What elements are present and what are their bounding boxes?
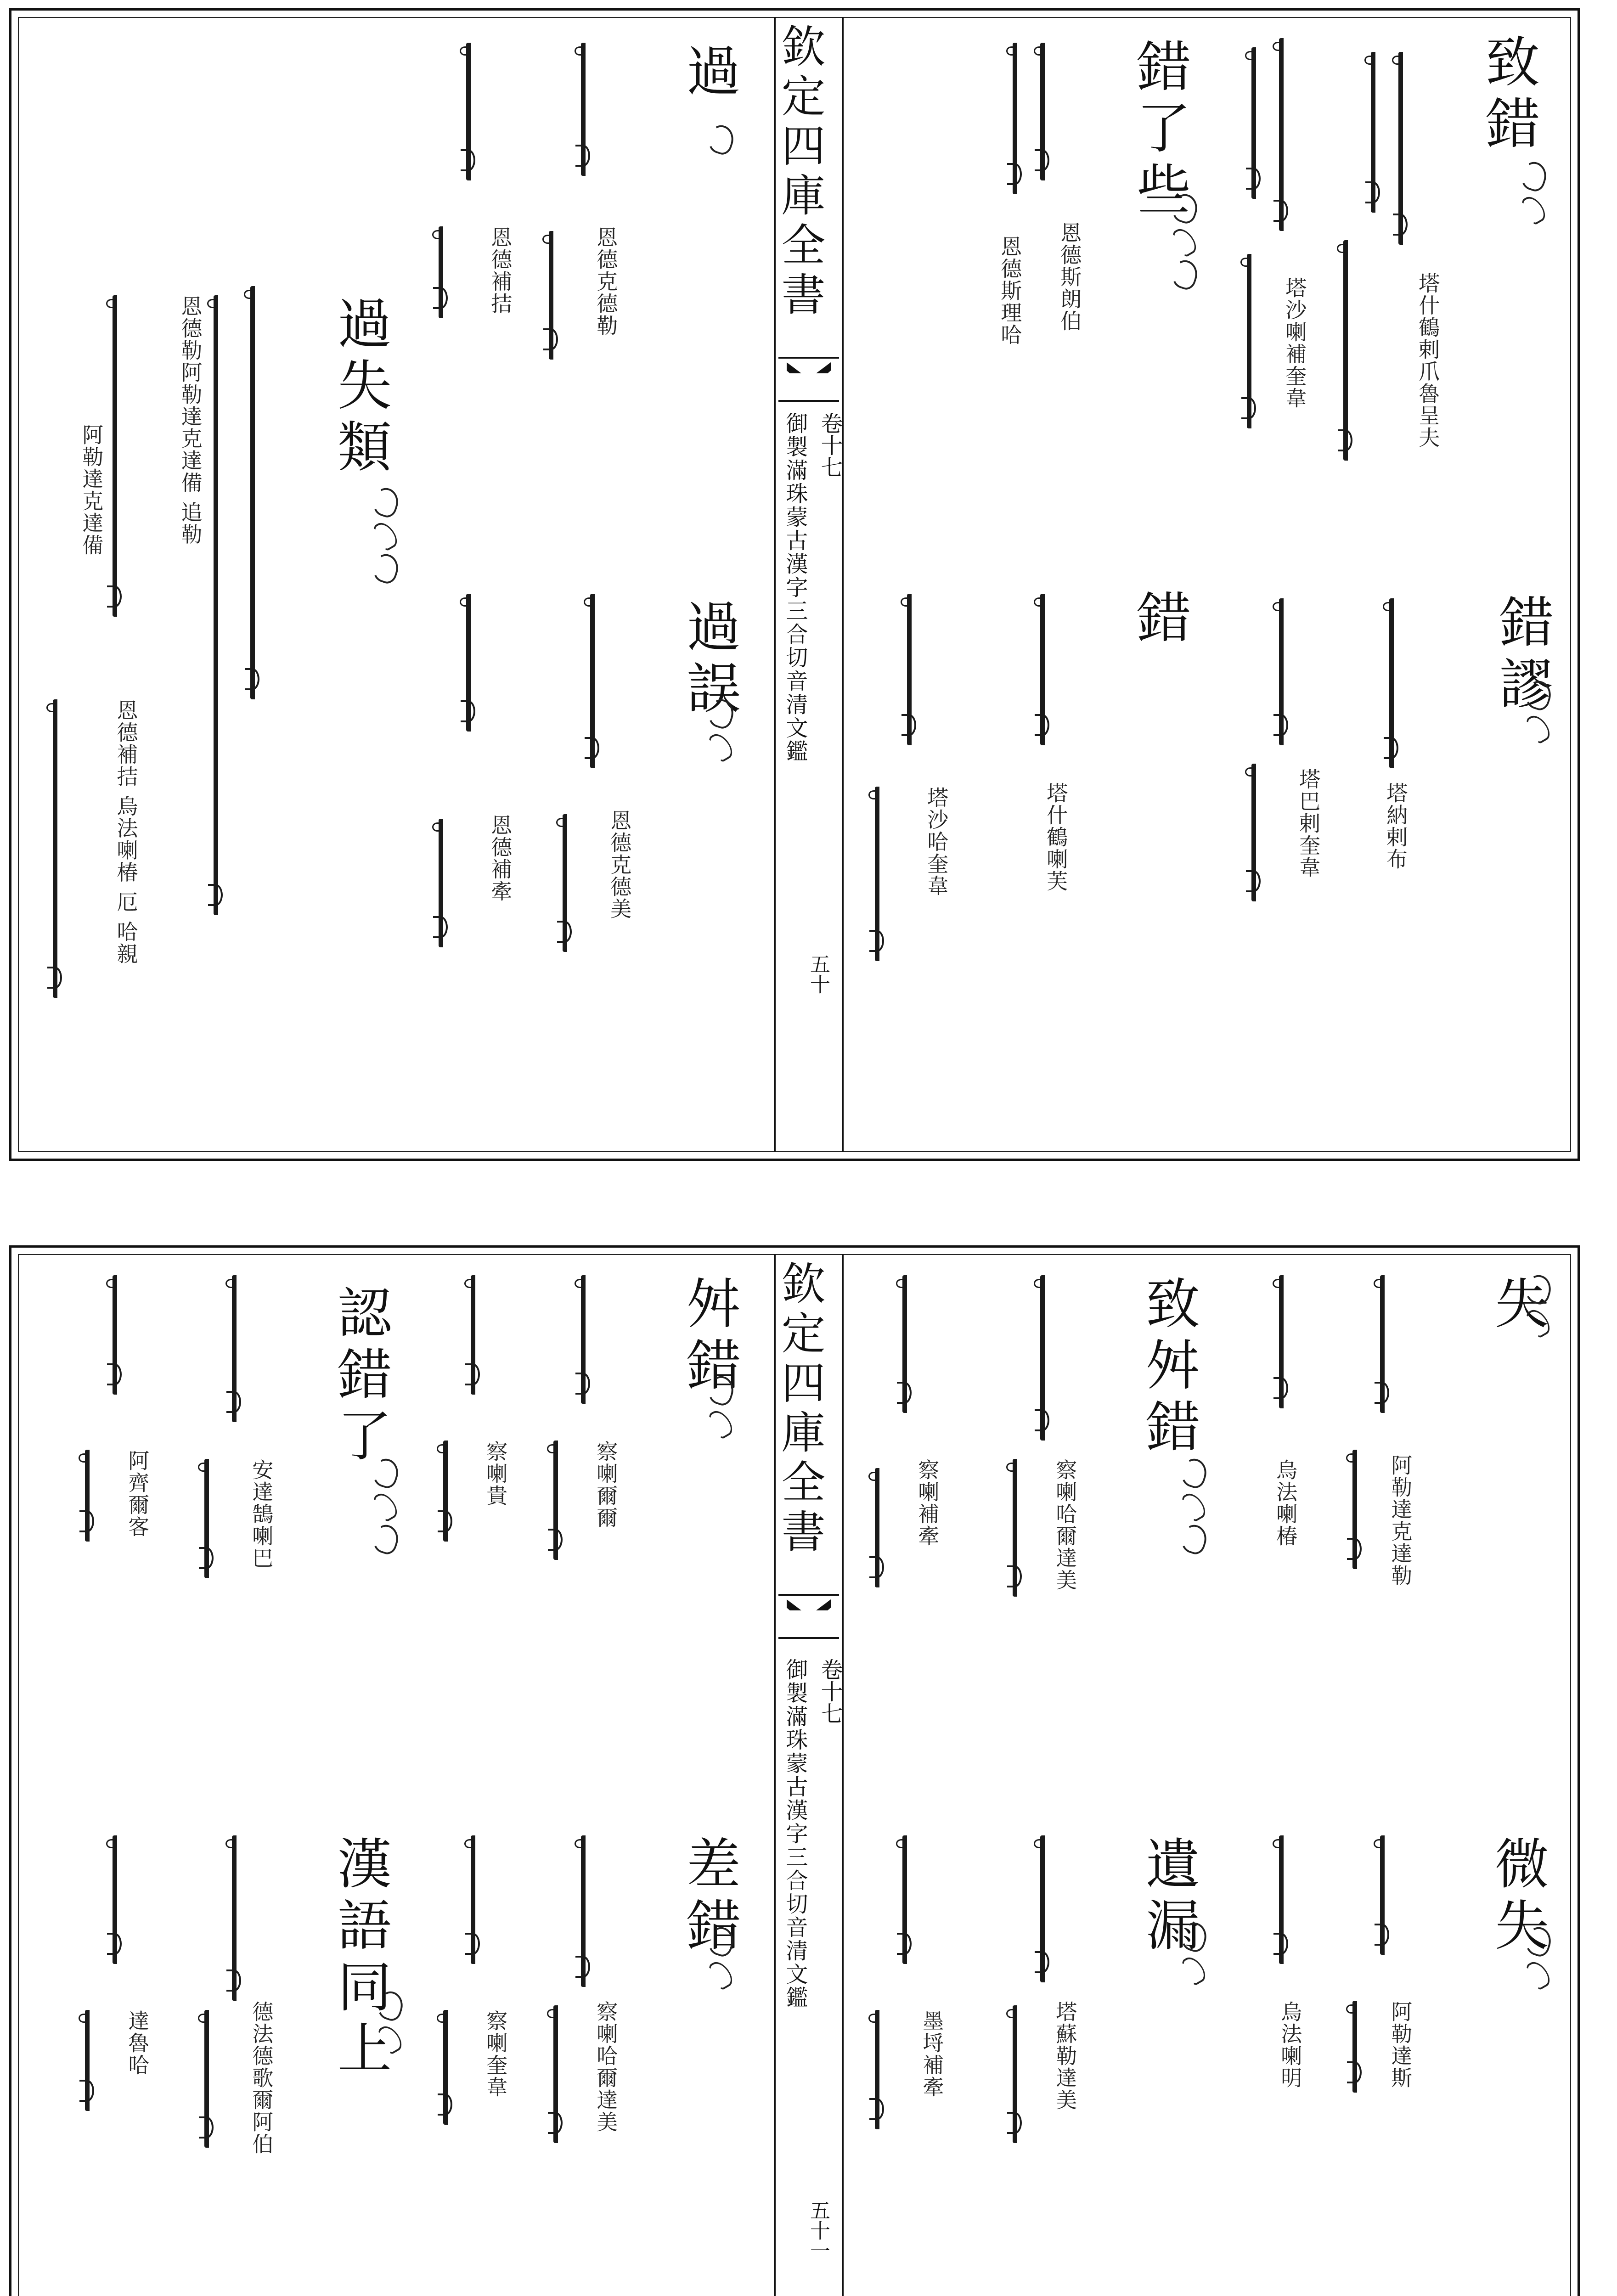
phonetic-note: 恩德克德勒 xyxy=(593,226,619,337)
manchu-heading xyxy=(1178,1459,1210,1553)
phonetic-note: 塔蘇勒達美 xyxy=(1053,2001,1078,2111)
heading-rencuole: 認錯了 xyxy=(328,1284,392,1469)
phonetic-note: 察喇哈爾達美 xyxy=(1053,1459,1078,1591)
manchu-column xyxy=(1247,254,1270,428)
phonetic-note: 察喇哈爾達美 xyxy=(593,2001,619,2133)
manchu-column xyxy=(471,1275,494,1395)
phonetic-note: 恩德勒阿勒達克達備 追勒 xyxy=(178,295,203,546)
heading-yilou: 遺漏 xyxy=(1137,1835,1200,1958)
manchu-column xyxy=(466,594,489,732)
top-page xyxy=(9,8,1580,1161)
manchu-column xyxy=(204,1459,227,1578)
heading-weishi: 微失 xyxy=(1486,1835,1549,1958)
heading-zhicuo: 致錯 xyxy=(1476,34,1540,157)
manchu-column xyxy=(466,43,489,180)
manchu-column xyxy=(471,1835,494,1964)
bottom-page xyxy=(9,1245,1580,2296)
phonetic-note: 阿齊爾客 xyxy=(125,1450,150,1538)
phonetic-note: 塔巴剌奎韋 xyxy=(1296,768,1321,878)
manchu-heading xyxy=(1522,681,1555,743)
manchu-column xyxy=(1371,52,1394,213)
manchu-column xyxy=(875,2010,898,2129)
manchu-column xyxy=(1398,52,1421,245)
phonetic-note: 阿勒達克達勒 xyxy=(1388,1454,1413,1587)
phonetic-note: 墨埒補牽 xyxy=(919,2010,945,2098)
phonetic-note: 察喇爾爾 xyxy=(593,1441,619,1529)
manchu-column xyxy=(563,814,586,952)
manchu-column xyxy=(1040,594,1063,745)
phonetic-note: 恩德斯朗伯 xyxy=(1057,222,1082,332)
page-number: 五十 xyxy=(806,954,830,994)
heading-zhichuancuo: 致舛錯 xyxy=(1137,1275,1200,1460)
manchu-column xyxy=(1251,764,1274,901)
manchu-column xyxy=(1352,2001,1375,2093)
manchu-heading xyxy=(1522,1275,1555,1337)
manchu-column xyxy=(902,1275,925,1413)
manchu-heading xyxy=(705,1927,737,1989)
heading-guo: 過 xyxy=(677,43,741,104)
manchu-heading xyxy=(705,1376,737,1438)
heading-chacuo: 差錯 xyxy=(677,1835,741,1958)
phonetic-note: 察喇補牽 xyxy=(915,1459,940,1547)
manchu-column xyxy=(590,594,613,768)
phonetic-note: 塔什鶴喇芙 xyxy=(1043,782,1069,892)
heading-guoshilei: 過失類 xyxy=(328,295,392,480)
manchu-column xyxy=(581,1835,604,1987)
manchu-column xyxy=(1013,2005,1036,2143)
phonetic-note: 恩德補拮 xyxy=(488,226,513,315)
manchu-column xyxy=(1040,1275,1063,1441)
manchu-column xyxy=(232,1275,255,1422)
spine-subtitle: 御製滿珠蒙古漢字三合切音清文鑑 xyxy=(782,1658,808,2009)
manchu-column xyxy=(581,1275,604,1404)
manchu-column xyxy=(53,699,76,998)
manchu-column xyxy=(553,1441,576,1560)
heading-hanyu-tongshang: 漢語同上 xyxy=(328,1835,392,2082)
spine-title: 欽定四庫全書 xyxy=(774,23,826,321)
heading-chuancuo: 舛錯 xyxy=(677,1275,741,1398)
phonetic-note: 阿勒達斯 xyxy=(1388,2001,1413,2089)
phonetic-note: 塔納剌布 xyxy=(1383,782,1409,870)
phonetic-note: 察喇貴 xyxy=(483,1441,508,1507)
phonetic-note: 德法德歌爾阿伯 xyxy=(249,2001,274,2155)
manchu-column xyxy=(214,295,237,915)
phonetic-note: 塔沙哈奎韋 xyxy=(924,787,949,897)
manchu-column xyxy=(875,1468,898,1587)
phonetic-note: 達魯哈 xyxy=(125,2010,150,2076)
manchu-heading xyxy=(370,1459,402,1553)
manchu-heading xyxy=(1522,1927,1555,1989)
manchu-column xyxy=(85,1450,108,1542)
manchu-column xyxy=(443,2010,466,2125)
spine-title: 欽定四庫全書 xyxy=(774,1261,826,1558)
manchu-column xyxy=(113,295,135,617)
manchu-column xyxy=(902,1835,925,1964)
manchu-column xyxy=(1040,1835,1063,1982)
manchu-column xyxy=(439,819,462,947)
manchu-column xyxy=(113,1835,135,1964)
manchu-heading xyxy=(370,488,402,583)
phonetic-note: 恩德斯理哈 xyxy=(997,236,1023,346)
manchu-column xyxy=(85,2010,108,2111)
manchu-column xyxy=(1279,598,1302,745)
manchu-column xyxy=(1279,38,1302,231)
phonetic-note: 塔什鶴剌爪魯呈夫 xyxy=(1415,272,1441,449)
manchu-column xyxy=(1279,1835,1302,1964)
manchu-column xyxy=(1380,1835,1403,1955)
manchu-column xyxy=(1352,1450,1375,1569)
spine-volume: 卷十七 xyxy=(817,412,843,478)
heading-cuoleixie: 錯了些 xyxy=(1127,38,1191,223)
phonetic-note: 恩德克德美 xyxy=(607,810,632,920)
manchu-heading xyxy=(1518,162,1550,224)
manchu-column xyxy=(1279,1275,1302,1408)
phonetic-note: 察喇奎韋 xyxy=(483,2010,508,2098)
phonetic-note: 塔沙喇補奎韋 xyxy=(1282,277,1307,409)
manchu-heading xyxy=(374,1992,406,2053)
manchu-column xyxy=(581,43,604,176)
phonetic-note: 恩德補牽 xyxy=(488,814,513,902)
heading-shi: 失 xyxy=(1486,1275,1549,1337)
manchu-column xyxy=(1380,1275,1403,1413)
spine-volume: 卷十七 xyxy=(817,1658,843,1724)
heading-cuo: 錯 xyxy=(1127,589,1191,651)
manchu-column xyxy=(1013,1459,1036,1597)
page-number: 五十一 xyxy=(806,2200,830,2261)
manchu-heading xyxy=(705,699,737,761)
manchu-column xyxy=(113,1275,135,1395)
fish-tail-ornament xyxy=(778,1594,839,1639)
manchu-column xyxy=(1389,598,1412,768)
fish-tail-ornament xyxy=(778,357,839,402)
spine-subtitle: 御製滿珠蒙古漢字三合切音清文鑑 xyxy=(782,412,808,763)
manchu-heading xyxy=(705,125,737,154)
heading-cuomiu: 錯謬 xyxy=(1490,594,1554,717)
manchu-column xyxy=(875,787,898,961)
manchu-column xyxy=(232,1835,255,2001)
manchu-column xyxy=(1013,43,1036,194)
phonetic-note: 安達鵠喇巴 xyxy=(249,1459,274,1569)
manchu-column xyxy=(1343,240,1366,461)
phonetic-note: 恩德補拮 烏法喇椿 厄 哈親 xyxy=(113,699,139,965)
manchu-column xyxy=(439,226,462,318)
manchu-heading xyxy=(1178,1923,1210,1984)
heading-guowu: 過誤 xyxy=(677,598,741,721)
phonetic-note: 烏法喇明 xyxy=(1278,2001,1303,2089)
manchu-column xyxy=(1251,47,1274,199)
manchu-column xyxy=(204,2010,227,2148)
manchu-column xyxy=(549,231,572,360)
phonetic-note: 阿勒達克達備 xyxy=(79,424,104,556)
manchu-column xyxy=(250,286,273,699)
manchu-column xyxy=(907,594,930,745)
top-spine xyxy=(774,17,844,1152)
manchu-column xyxy=(553,2005,576,2143)
manchu-column xyxy=(1040,43,1063,180)
phonetic-note: 烏法喇椿 xyxy=(1273,1459,1298,1547)
manchu-heading xyxy=(1169,194,1201,289)
manchu-column xyxy=(443,1441,466,1542)
bottom-spine xyxy=(774,1254,844,2296)
